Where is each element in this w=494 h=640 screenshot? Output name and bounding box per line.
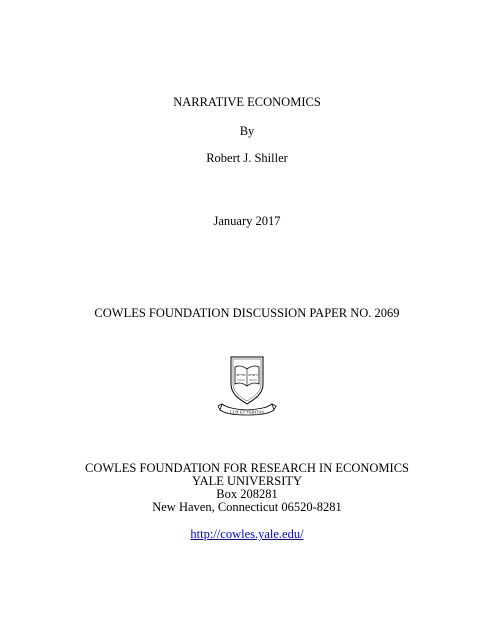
university-name: YALE UNIVERSITY [191, 474, 303, 488]
book-right-text: ותמים [248, 372, 258, 377]
book-left-text: אורים [236, 372, 246, 377]
author-name: Robert J. Shiller [206, 151, 288, 165]
url-line [0, 527, 494, 542]
publication-date: January 2017 [213, 214, 281, 228]
discussion-paper-number: COWLES FOUNDATION DISCUSSION PAPER NO. 2069 [94, 306, 400, 320]
publisher-name: COWLES FOUNDATION FOR RESEARCH IN ECONOMICS [85, 461, 409, 475]
motto-text: LUX ET VERITAS [230, 409, 264, 415]
address-box: Box 208281 [216, 487, 278, 501]
yale-shield-icon [216, 355, 278, 417]
website-link[interactable]: http://cowles.yale.edu/ [190, 527, 304, 541]
paper-title: NARRATIVE ECONOMICS [173, 95, 321, 109]
by-label: By [239, 124, 255, 138]
address-city: New Haven, Connecticut 06520-8281 [152, 500, 342, 514]
